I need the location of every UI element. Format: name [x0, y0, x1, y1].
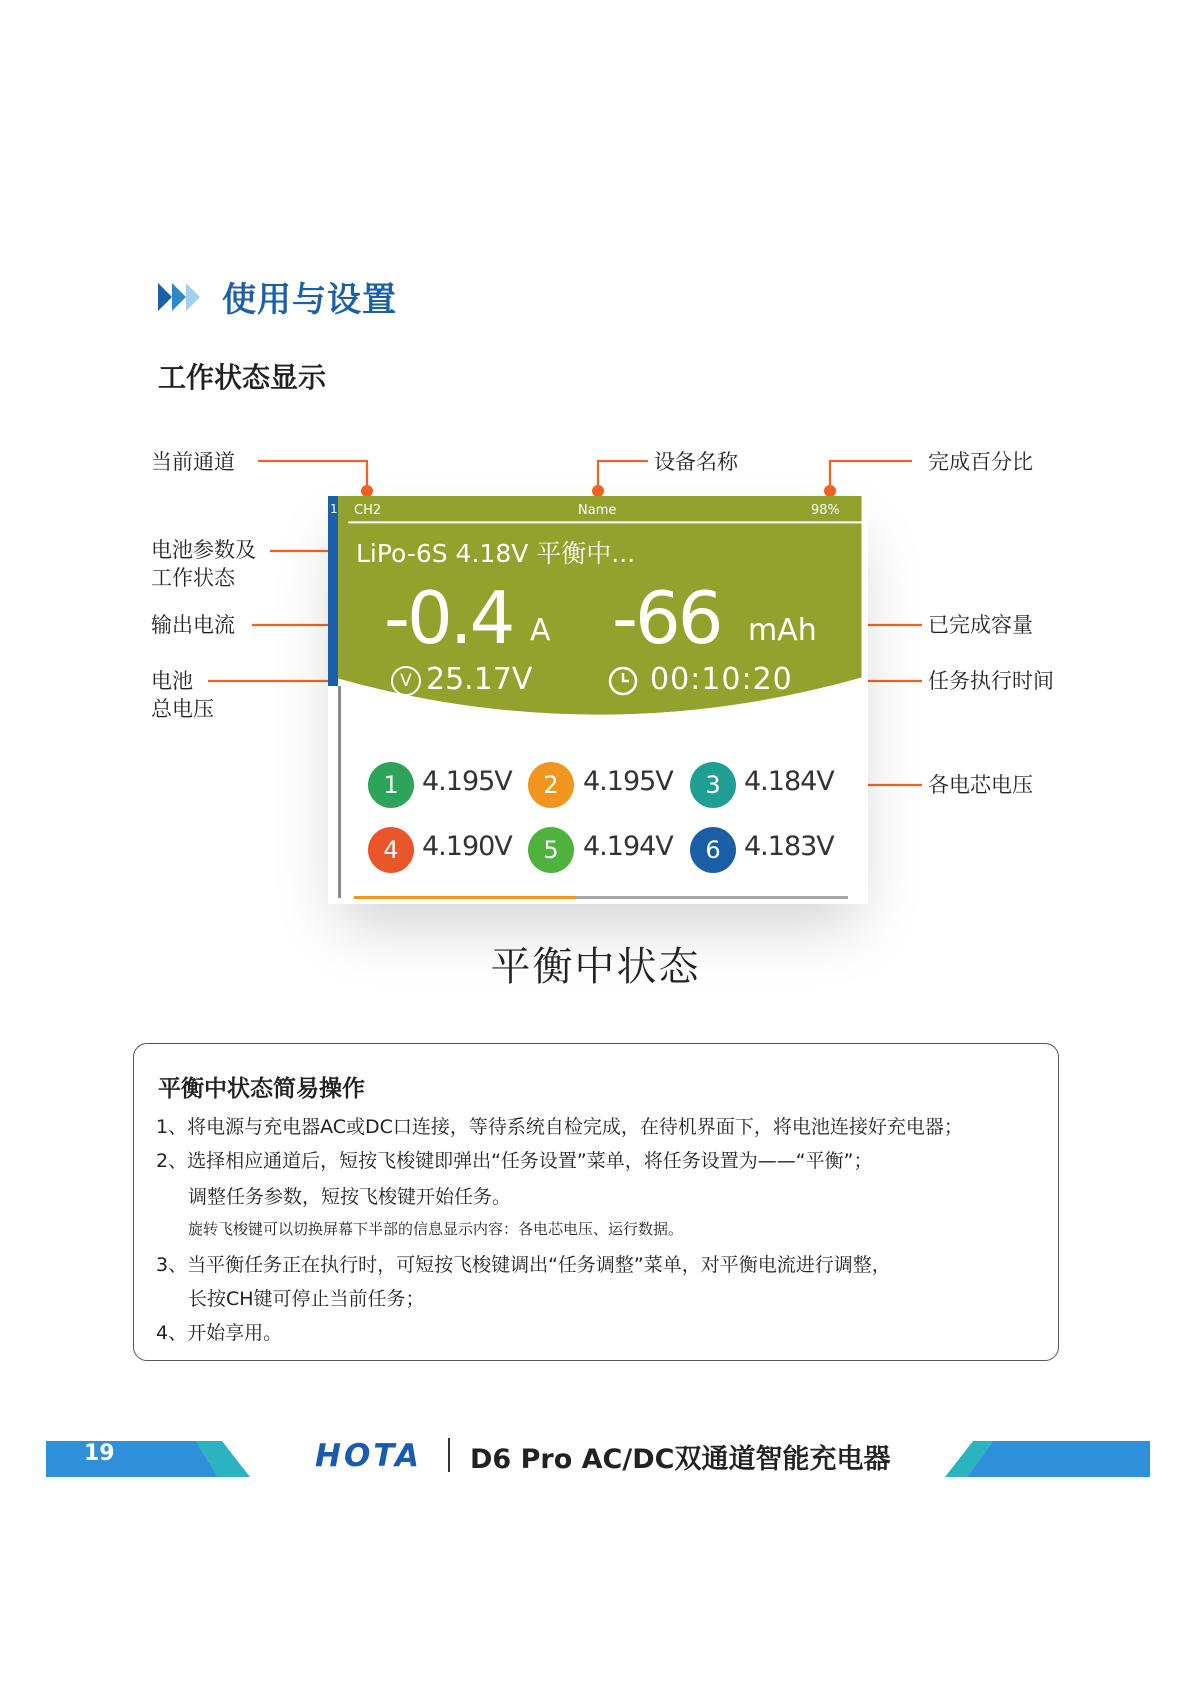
label-completion-percent: 完成百分比 — [928, 450, 1033, 474]
cell-voltage: 4.195V — [422, 766, 512, 797]
label-battery-params-1: 电池参数及 — [151, 538, 256, 562]
elapsed-time: 00:10:20 — [650, 662, 793, 697]
sub-title: 工作状态显示 — [158, 361, 327, 394]
step-2a: 2、选择相应通道后，短按飞梭键即弹出“任务设置”菜单，将任务设置为——“平衡”； — [156, 1150, 873, 1172]
total-voltage: 25.17V — [426, 662, 533, 697]
footer-right-band — [945, 1441, 1150, 1477]
voltage-icon-letter: V — [400, 671, 412, 691]
current-value: -0.4 — [384, 576, 513, 660]
figure-caption: 平衡中状态 — [490, 944, 701, 990]
clock-icon — [608, 666, 638, 696]
capacity-unit: mAh — [748, 613, 817, 648]
capacity-value: -66 — [612, 576, 721, 660]
percent-complete: 98% — [811, 503, 840, 518]
footer-divider — [448, 1438, 450, 1472]
progress-fill — [354, 896, 576, 899]
cell-number: 4 — [368, 827, 414, 873]
step-3a: 3、当平衡任务正在执行时，可短按飞梭键调出“任务调整”菜单，对平衡电流进行调整， — [156, 1254, 891, 1276]
channel-side-bar — [328, 496, 338, 686]
product-title: D6 Pro AC/DC双通道智能充电器 — [470, 1444, 891, 1475]
cell-voltage: 4.190V — [422, 831, 512, 862]
cell-number: 3 — [690, 762, 736, 808]
operations-title: 平衡中状态简易操作 — [158, 1076, 365, 1102]
brand-logo: HOTA — [315, 1438, 423, 1474]
label-device-name: 设备名称 — [654, 450, 738, 474]
page-number: 19 — [84, 1441, 115, 1466]
current-unit: A — [530, 613, 551, 648]
battery-status: LiPo-6S 4.18V 平衡中... — [356, 539, 636, 568]
label-total-voltage-1: 电池 — [151, 669, 193, 693]
step-2-note: 旋转飞梭键可以切换屏幕下半部的信息显示内容：各电芯电压、运行数据。 — [188, 1220, 684, 1238]
label-current-channel: 当前通道 — [151, 450, 235, 474]
step-2b: 调整任务参数，短按飞梭键开始任务。 — [188, 1186, 512, 1208]
channel-divider — [338, 686, 341, 898]
cell-voltage: 4.195V — [583, 766, 673, 797]
label-battery-params-2: 工作状态 — [151, 566, 235, 590]
device-name: Name — [578, 503, 617, 518]
label-cell-voltages: 各电芯电压 — [928, 773, 1033, 797]
footer-left-band — [46, 1441, 256, 1477]
cell-number: 1 — [368, 762, 414, 808]
label-task-time: 任务执行时间 — [928, 669, 1054, 693]
channel-label: CH2 — [354, 503, 382, 518]
cell-number: 2 — [528, 762, 574, 808]
voltage-icon — [391, 666, 421, 696]
label-output-current: 输出电流 — [151, 613, 235, 637]
step-1: 1、将电源与充电器AC或DC口连接，等待系统自检完成，在待机界面下，将电池连接好充电器； — [156, 1116, 963, 1138]
cell-voltage: 4.183V — [744, 831, 834, 862]
cell-number: 5 — [528, 827, 574, 873]
step-4: 4、开始享用。 — [156, 1322, 283, 1344]
channel-index: 1 — [330, 502, 338, 516]
cell-voltage: 4.194V — [583, 831, 673, 862]
charger-screen — [328, 496, 868, 904]
label-completed-capacity: 已完成容量 — [928, 613, 1033, 637]
step-3b: 长按CH键可停止当前任务； — [188, 1288, 425, 1310]
progress-track — [354, 896, 848, 899]
operations-box — [133, 1043, 1059, 1361]
section-title: 使用与设置 — [222, 280, 397, 320]
cell-number: 6 — [690, 827, 736, 873]
cell-voltage: 4.184V — [744, 766, 834, 797]
label-total-voltage-2: 总电压 — [151, 697, 214, 721]
